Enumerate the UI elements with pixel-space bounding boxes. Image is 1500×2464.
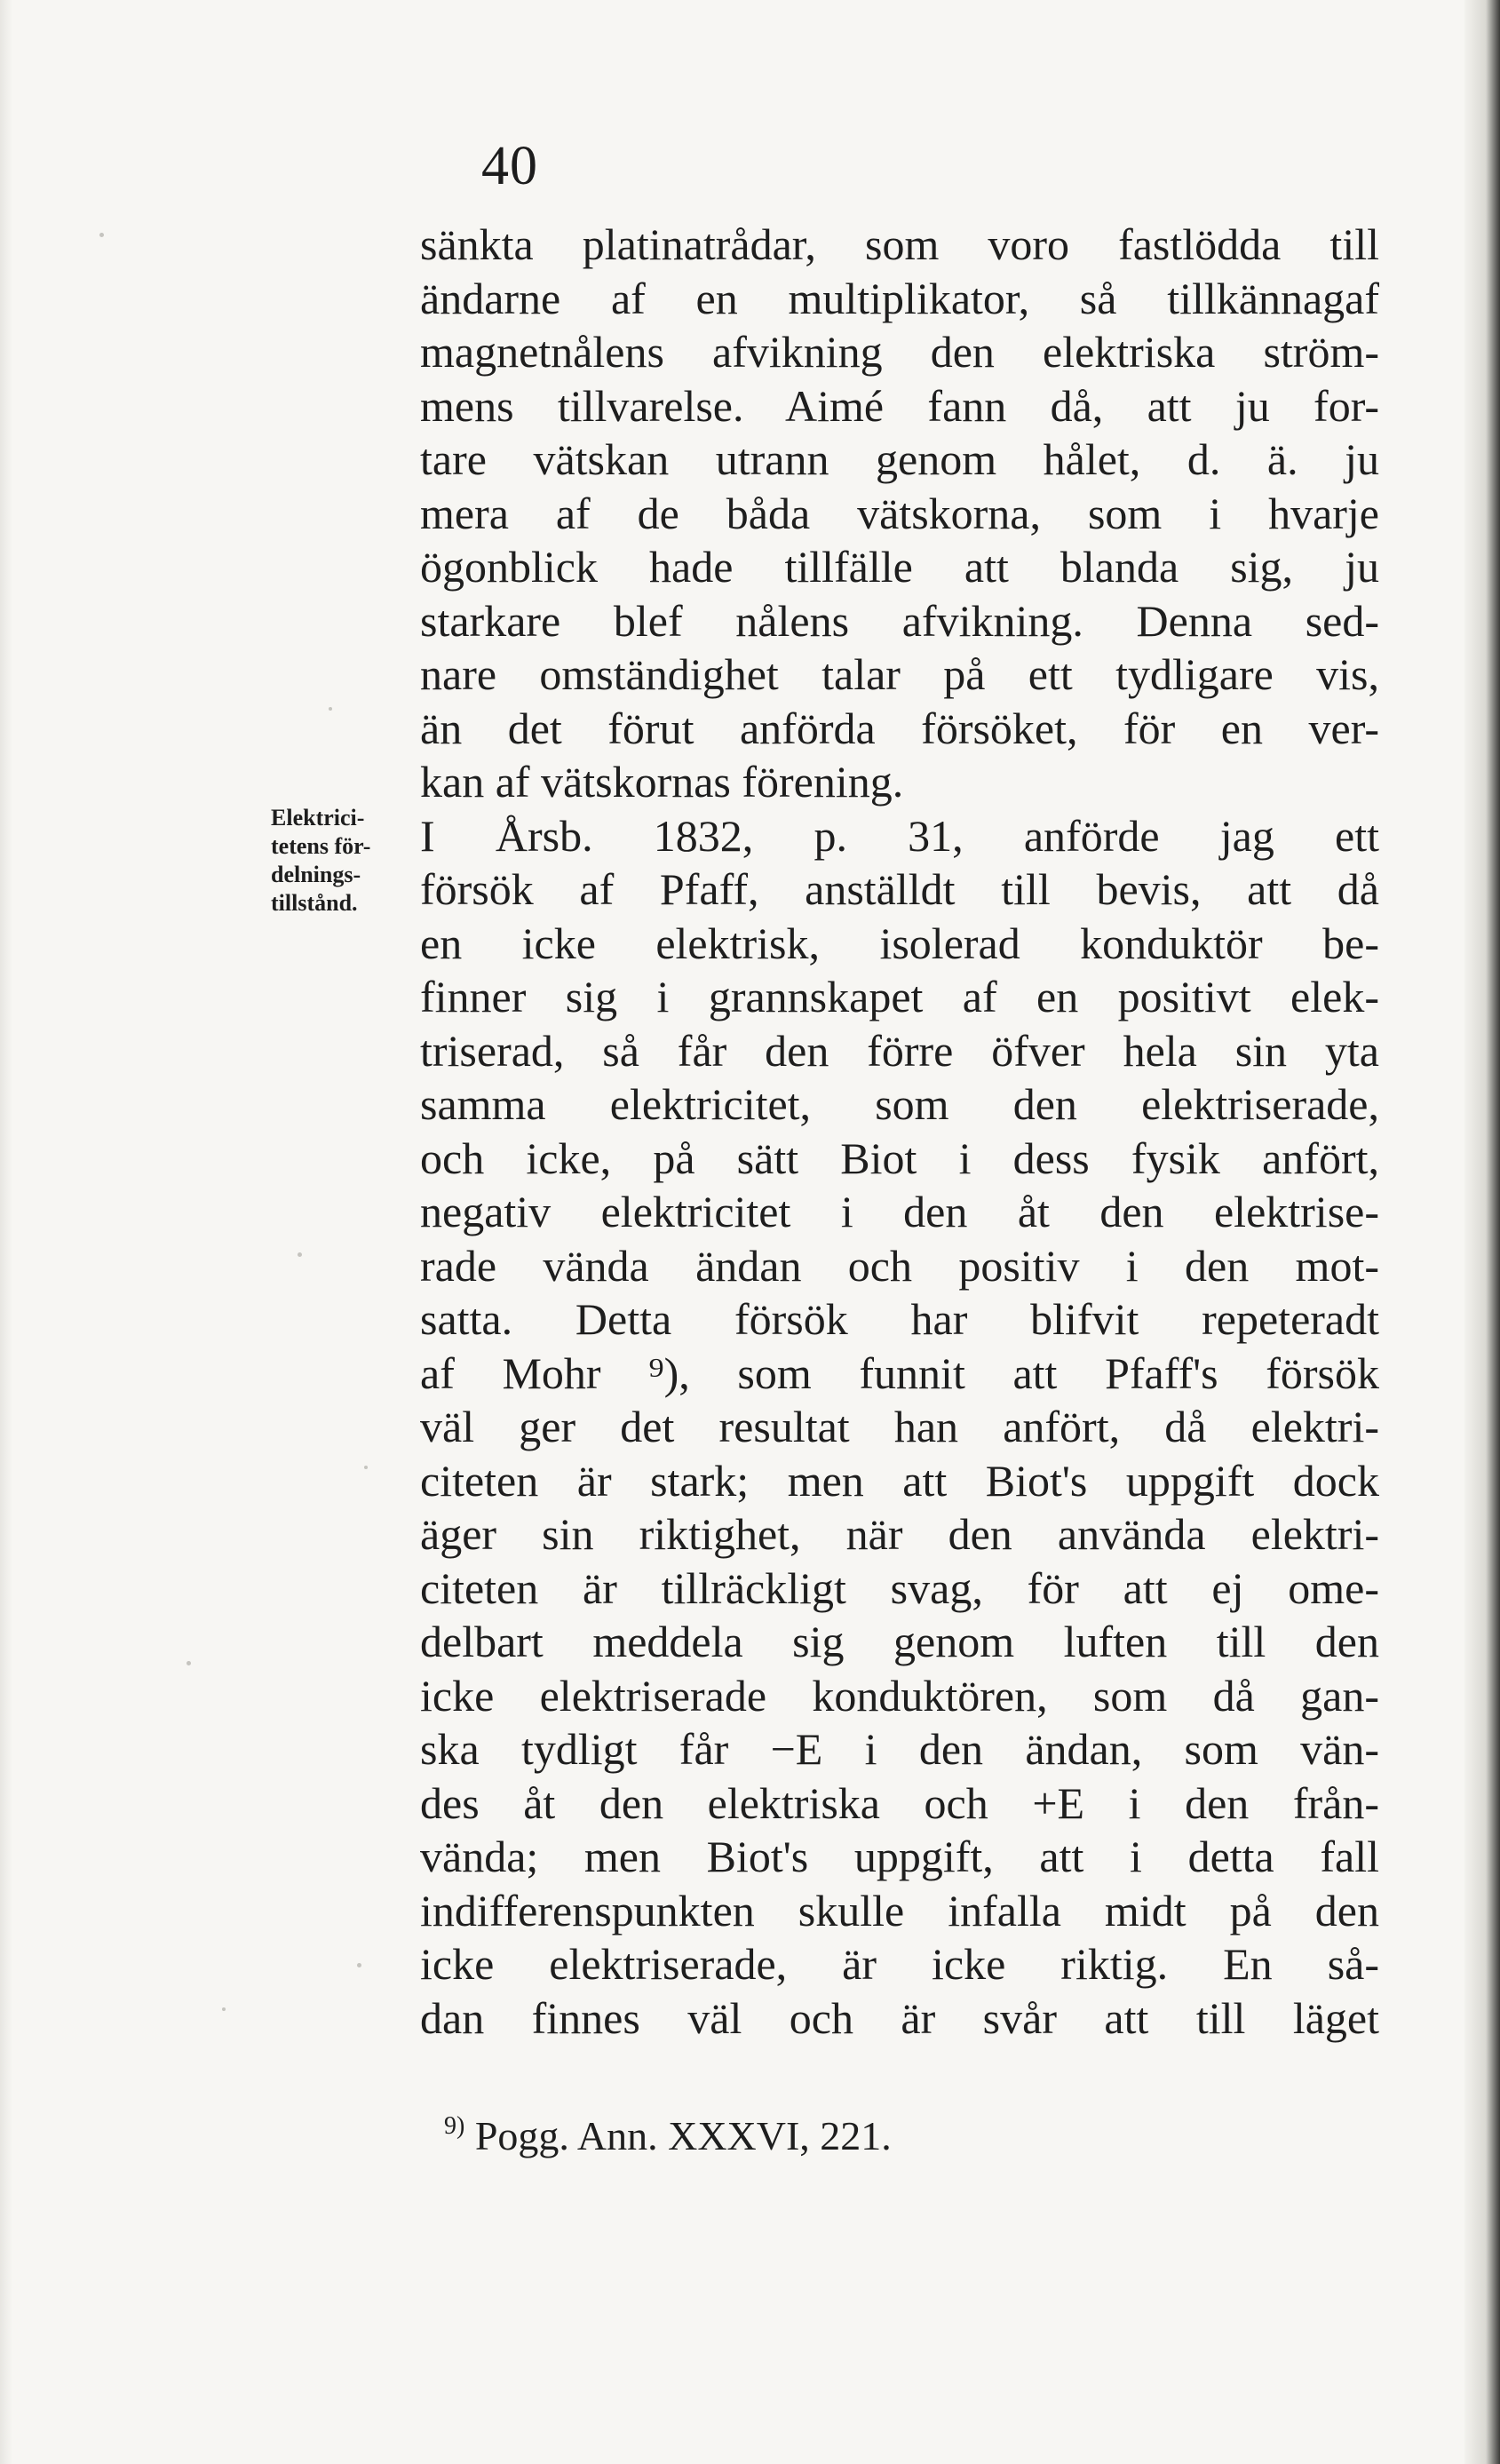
text-line: I Årsb. 1832, p. 31, anförde jag ett [420,810,1379,861]
text-line: nare omständighet talar på ett tydligare vis, [420,649,1379,699]
text-line: samma elektricitet, som den elektriserade, [420,1079,1379,1129]
margin-note [271,804,422,918]
text-line: citeten är tillräckligt svag, för att ej ome- [420,1562,1379,1613]
text-line: och icke, på sätt Biot i dess fysik anfört, [420,1133,1379,1183]
book-gutter-shadow [1464,0,1500,2464]
margin-note-line: Elektrici- [271,805,365,831]
text-line: sänkta platinatrådar, som voro fastlödda till [420,219,1379,269]
text-line: dan finnes väl och är svår att till läget [420,1992,1379,2043]
footnote-mark: 9) [444,2112,465,2140]
text-line: finner sig i grannskapet af en positivt elek- [420,972,1379,1021]
page-left-edge [0,0,12,2464]
paper-speck [187,1661,191,1665]
text-line: satta. Detta försök har blifvit repeteradt [420,1294,1379,1344]
paper-speck [298,1252,302,1257]
margin-note-line: tillstånd. [271,890,358,916]
margin-note-line: delnings- [271,862,361,887]
text-line: af Mohr ⁹), som funnit att Pfaff's försök [420,1347,1379,1398]
text-line: en icke elektrisk, isolerad konduktör be- [420,918,1379,968]
paper-speck [364,1466,368,1469]
footnote [444,2112,892,2159]
text-line: icke elektriserade konduktören, som då gan- [420,1670,1379,1721]
text-line: kan af vätskornas förening. [420,757,904,807]
text-line: triserad, så får den förre öfver hela sin yta [420,1025,1379,1076]
text-line: indifferenspunkten skulle infalla midt på den [420,1885,1379,1935]
text-line: ska tydligt får −E i den ändan, som vän- [420,1724,1379,1774]
text-line: vända; men Biot's uppgift, att i detta fall [420,1832,1379,1881]
text-line: väl ger det resultat han anfört, då elektri- [420,1402,1379,1451]
paper-speck [329,707,332,711]
text-line: icke elektriserade, är icke riktig. En så- [420,1939,1379,1989]
text-line: magnetnålens afvikning den elektriska ström- [420,327,1379,377]
paper-speck [99,233,104,237]
text-line: än det förut anförda försöket, för en ver- [420,703,1379,753]
footnote-text: Pogg. Ann. XXXVI, 221. [474,2113,892,2158]
text-line: delbart meddela sig genom luften till den [420,1617,1379,1666]
text-line: rade vända ändan och positiv i den mot- [420,1240,1379,1291]
paper-speck [222,2007,226,2011]
margin-note-line: tetens för- [271,833,371,859]
page-number: 40 [481,136,538,196]
paper-speck [357,1963,361,1967]
text-line: tare vätskan utrann genom hålet, d. ä. ju [420,434,1379,484]
text-line: mera af de båda vätskorna, som i hvarje [420,488,1379,538]
body-text [420,218,1379,2045]
text-line: äger sin riktighet, när den använda elektri- [420,1509,1379,1559]
text-line: starkare blef nålens afvikning. Denna sed- [420,595,1379,646]
text-line: ögonblick hade tillfälle att blanda sig, ju [420,542,1379,592]
text-line: negativ elektricitet i den åt den elektrise- [420,1187,1379,1236]
text-line: des åt den elektriska och +E i den från- [420,1777,1379,1828]
text-line: mens tillvarelse. Aimé fann då, att ju for- [420,380,1379,431]
text-line: citeten är stark; men att Biot's uppgift dock [420,1455,1379,1506]
text-line: försök af Pfaff, anställdt till bevis, att då [420,864,1379,914]
text-line: ändarne af en multiplikator, så tillkännagaf [420,273,1379,323]
